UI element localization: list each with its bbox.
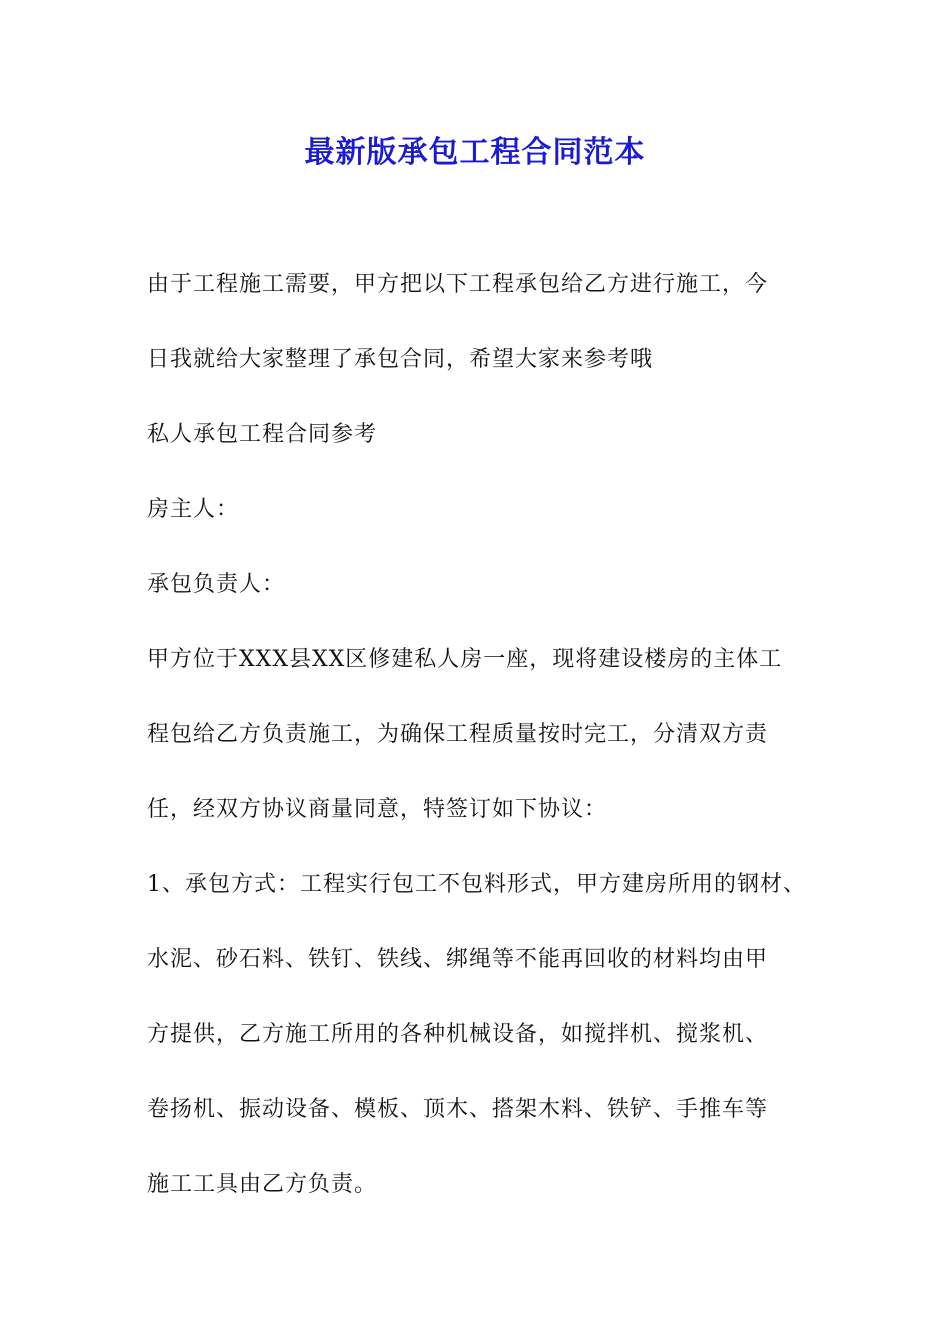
contractor-label: 承包负责人： xyxy=(147,572,286,597)
clause-line: 方提供，乙方施工所用的各种机械设备，如搅拌机、搅浆机、 xyxy=(147,1022,769,1047)
document-title: 最新版承包工程合同范本 xyxy=(304,135,646,170)
owner-label: 房主人： xyxy=(147,497,240,522)
paragraph-line: 日我就给大家整理了承包合同，希望大家来参考哦 xyxy=(147,347,654,372)
clause-line: 1、承包方式：工程实行包工不包料形式，甲方建房所用的钢材、 xyxy=(147,872,806,897)
clause-line: 水泥、砂石料、铁钉、铁线、绑绳等不能再回收的材料均由甲 xyxy=(147,947,769,972)
clause-line: 施工工具由乙方负责。 xyxy=(147,1172,378,1197)
paragraph-line: 由于工程施工需要，甲方把以下工程承包给乙方进行施工，今 xyxy=(147,272,769,297)
section-heading: 私人承包工程合同参考 xyxy=(147,422,378,447)
paragraph-line: 甲方位于XXX县XX区修建私人房一座，现将建设楼房的主体工 xyxy=(147,647,783,672)
paragraph-line: 程包给乙方负责施工，为确保工程质量按时完工，分清双方责 xyxy=(147,722,769,747)
paragraph-line: 任，经双方协议商量同意，特签订如下协议： xyxy=(147,797,608,822)
clause-line: 卷扬机、振动设备、模板、顶木、搭架木料、铁铲、手推车等 xyxy=(147,1097,769,1122)
